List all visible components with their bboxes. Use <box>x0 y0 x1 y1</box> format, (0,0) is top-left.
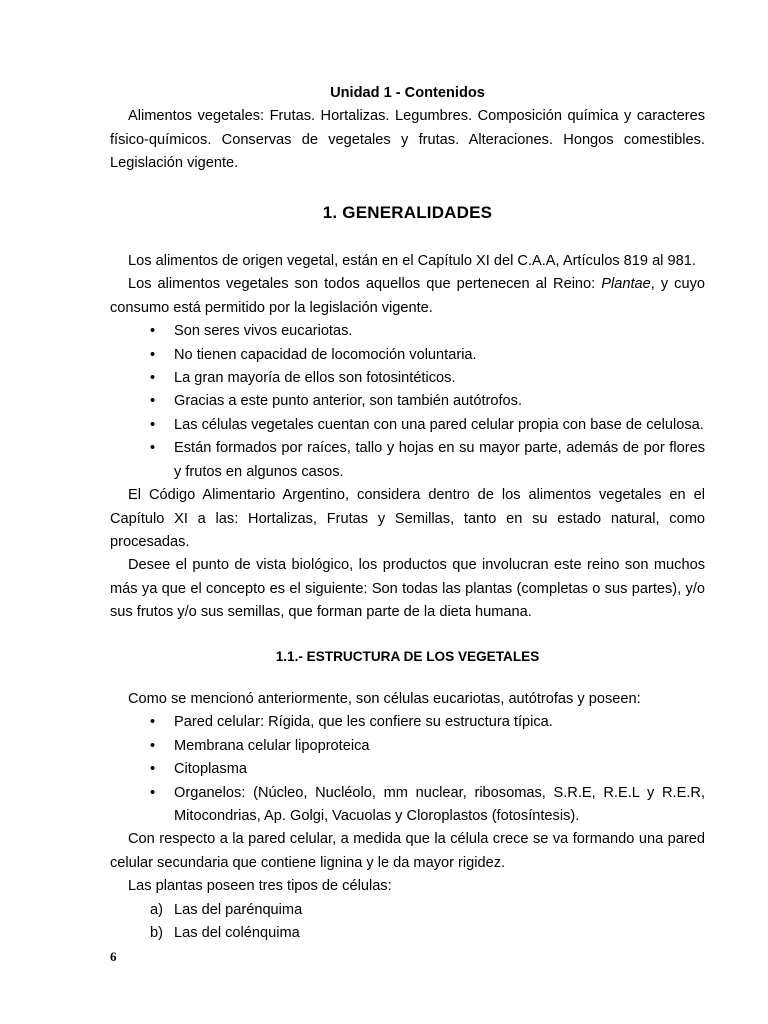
list-item-text: La gran mayoría de ellos son fotosintéticos. <box>174 370 456 387</box>
list-marker: a) <box>150 901 163 918</box>
paragraph: El Código Alimentario Argentino, considera dentro de los alimentos vegetales en el Capítulo XI a las: Hortalizas, Frutas y Semillas, tanto en su estado natural, como procesadas. <box>110 487 705 550</box>
list-item <box>110 320 705 343</box>
list-marker: b) <box>150 925 163 941</box>
list-item-text: Las del colénquima <box>174 925 300 941</box>
paragraph: Desee el punto de vista biológico, los productos que involucran este reino son muchos más ya que el concepto es el siguiente: Son todas las plantas (completas o sus partes), y/o sus frutos y/o sus semillas, que forman parte de la dieta humana. <box>110 557 705 621</box>
list-item <box>110 390 705 413</box>
list-item <box>110 758 705 781</box>
bullet-list <box>110 711 705 828</box>
list-item-text: Las del parénquima <box>174 901 303 918</box>
list-item <box>110 922 705 945</box>
list-item-text: Son seres vivos eucariotas. <box>174 323 353 340</box>
list-item-text: Pared celular: Rígida, que les confiere su estructura típica. <box>174 714 553 731</box>
page-number: 6 <box>110 949 117 964</box>
paragraph: Los alimentos de origen vegetal, están en el Capítulo XI del C.A.A, Artículos 819 al 981. <box>128 253 696 270</box>
bullet-icon: • <box>150 370 156 387</box>
section-heading-estructura: 1.1.- ESTRUCTURA DE LOS VEGETALES <box>275 648 540 664</box>
italic-term: Plantae <box>601 276 651 293</box>
list-item-text: Citoplasma <box>174 761 247 778</box>
bullet-icon: • <box>150 714 156 731</box>
list-item <box>110 367 705 390</box>
list-item-text: Membrana celular lipoproteica <box>174 737 370 754</box>
bullet-icon: • <box>150 737 156 754</box>
bullet-icon: • <box>150 761 156 778</box>
lettered-list <box>110 899 705 946</box>
list-item <box>110 344 705 367</box>
list-item-text: Están formados por raíces, tallo y hojas en su mayor parte, además de por flores y frutos en algunos casos. <box>174 440 705 480</box>
list-item <box>110 899 705 922</box>
list-item-text: Organelos: (Núcleo, Nucléolo, mm nuclear, ribosomas, S.R.E, R.E.L y R.E.R, Mitocondrias, Ap. Golgi, Vacuolas y Cloroplastos (fotosíntesis). <box>174 784 705 824</box>
bullet-icon: • <box>150 440 156 457</box>
bullet-list <box>110 320 705 484</box>
bullet-icon: • <box>150 784 156 801</box>
text-run: , y cuyo consumo está permitido por la legislación vigente. <box>110 276 705 316</box>
bullet-icon: • <box>150 393 156 410</box>
paragraph: Las plantas poseen tres tipos de células: <box>128 878 392 895</box>
paragraph: Con respecto a la pared celular, a medida que la célula crece se va formando una pared celular secundaria que contiene lignina y le da mayor rigidez. <box>110 831 705 871</box>
unit-contents: Alimentos vegetales: Frutas. Hortalizas. Legumbres. Composición química y caracteres físico-químicos. Conservas de vegetales y frutas. Alteraciones. Hongos comestibles. Legislación vigente. <box>110 108 705 172</box>
bullet-icon: • <box>150 323 156 340</box>
bullet-icon: • <box>150 346 156 363</box>
list-item <box>110 782 705 829</box>
section-heading-generalidades: 1. GENERALIDADES <box>322 202 493 222</box>
page-content <box>110 82 705 945</box>
paragraph-reino <box>110 273 705 320</box>
list-item-text: No tienen capacidad de locomoción voluntaria. <box>174 346 477 363</box>
list-item-text: Las células vegetales cuentan con una pared celular propia con base de celulosa. <box>174 416 704 433</box>
bullet-icon: • <box>150 416 156 433</box>
list-item-text: Gracias a este punto anterior, son también autótrofos. <box>174 393 523 410</box>
list-item <box>110 414 705 437</box>
paragraph: Como se mencionó anteriormente, son células eucariotas, autótrofas y poseen: <box>128 690 641 707</box>
text-run: Los alimentos vegetales son todos aquellos que pertenecen al Reino: <box>128 276 602 293</box>
list-item <box>110 711 705 734</box>
list-item <box>110 437 705 484</box>
unit-title: Unidad 1 - Contenidos <box>330 85 485 101</box>
list-item <box>110 735 705 758</box>
